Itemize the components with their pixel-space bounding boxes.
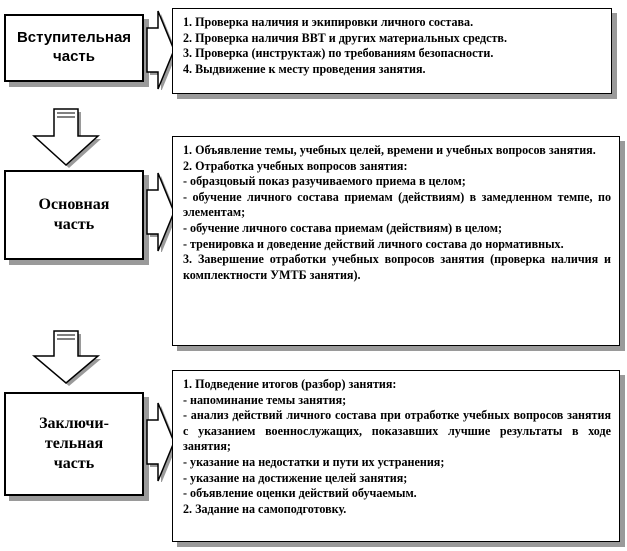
content-item: 2. Задание на самоподготовку. bbox=[183, 501, 347, 516]
content-item: 1. Проверка наличия и экипировки личного состава. bbox=[183, 15, 474, 29]
content-item: 1. Объявление темы, учебных целей, времени и учебных вопросов занятия. bbox=[183, 143, 596, 157]
content-item: 4. Выдвижение к месту проведения занятия. bbox=[183, 61, 426, 76]
content-item: - указание на недостатки и пути их устранения; bbox=[183, 454, 445, 469]
content-item: 3. Проверка (инструктаж) по требованиям безопасности. bbox=[183, 46, 494, 61]
content-item: 2. Проверка наличия ВВТ и других материальных средств. bbox=[183, 30, 507, 45]
content-item: 3. Завершение отработки учебных вопросов занятия (проверка наличия и комплектности УМТБ занятия). bbox=[183, 252, 611, 282]
arrow-down-icon bbox=[32, 330, 102, 386]
content-main bbox=[172, 136, 620, 346]
arrow-down-icon bbox=[32, 108, 102, 168]
stage-final bbox=[4, 392, 144, 496]
content-final bbox=[172, 370, 620, 542]
stage-introductory bbox=[4, 14, 144, 82]
content-item: 1. Подведение итогов (разбор) занятия: bbox=[183, 377, 397, 391]
content-item: - объявление оценки действий обучаемым. bbox=[183, 486, 417, 501]
content-item: - обучение личного состава приемам (действиям) в целом; bbox=[183, 220, 502, 235]
content-item: - обучение личного состава приемам (действиям) в замедленном темпе, по элементам; bbox=[183, 189, 611, 220]
content-item: - анализ действий личного состава при отработке учебных вопросов занятия с указанием военнослужащих, показавших лучшие результаты в ходе занятия; bbox=[183, 408, 611, 454]
stage-main-title: Основная часть bbox=[38, 196, 110, 233]
stage-introductory-title: Вступительная часть bbox=[16, 29, 132, 65]
stage-main bbox=[4, 170, 144, 260]
content-introductory bbox=[172, 8, 612, 94]
content-item: - тренировка и доведение действий личного состава до нормативных. bbox=[183, 236, 564, 251]
stage-final-title: Заключи- тельная часть bbox=[39, 415, 109, 472]
content-item: 2. Отработка учебных вопросов занятия: bbox=[183, 158, 408, 173]
content-item: - напоминание темы занятия; bbox=[183, 392, 347, 407]
content-item: - образцовый показ разучиваемого приема в целом; bbox=[183, 174, 466, 189]
content-item: - указание на достижение целей занятия; bbox=[183, 470, 408, 485]
